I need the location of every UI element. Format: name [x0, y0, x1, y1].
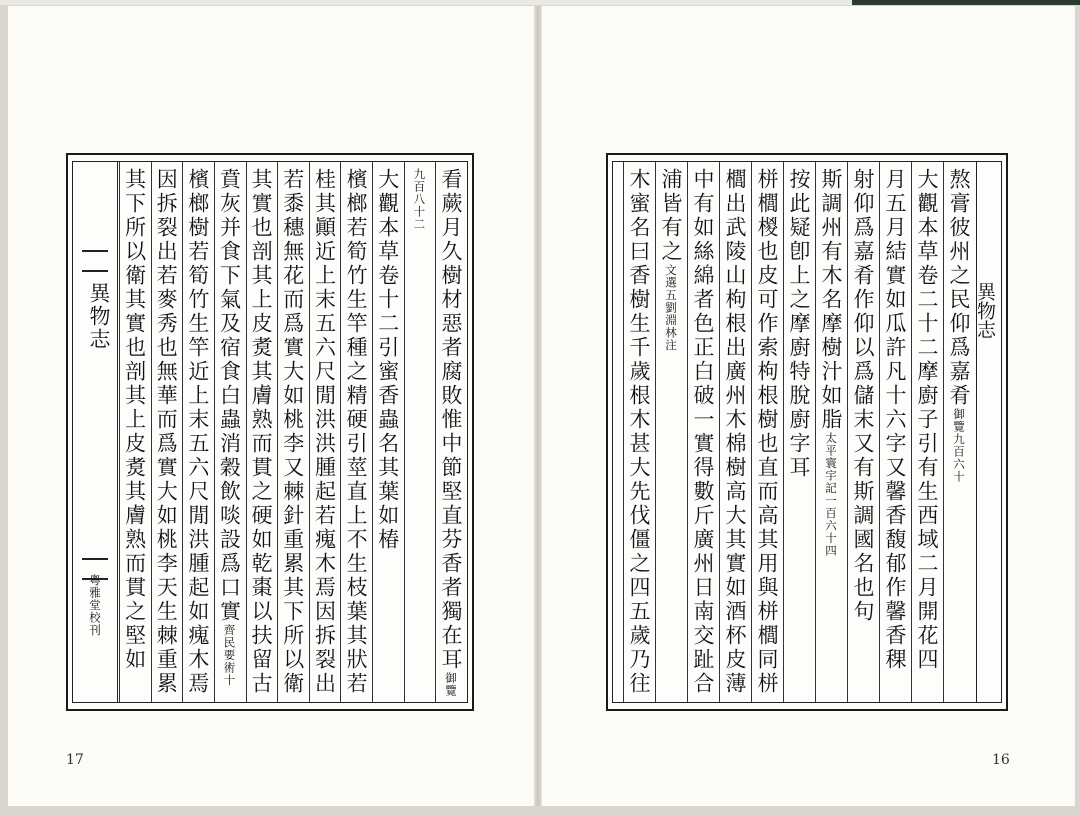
left-text-block	[66, 153, 474, 711]
column-text: 其實也剖其上皮煑其膚熟而貫之硬如乾棗以扶留古	[249, 168, 274, 696]
text-column	[340, 162, 372, 702]
left-columns	[119, 162, 467, 702]
right-text-block	[606, 153, 1008, 711]
column-text: 桂其顚近上末五六尺閒洪洪腫起若瘣木焉因拆裂出	[312, 168, 337, 696]
left-fold-margin	[73, 162, 118, 702]
right-columns	[613, 162, 975, 702]
right-fold-margin	[976, 162, 1001, 702]
text-column	[719, 162, 751, 702]
annotation-note: 太平寰宇記一百六十四	[824, 432, 838, 557]
column-text: 熬膏彼州之民仰爲嘉肴	[947, 168, 971, 408]
column-text: 中有如絲綿者色正白破一實得數斤廣州日南交趾合	[691, 168, 715, 696]
column-text: 斯調州有木名摩樹汁如脂	[819, 168, 843, 432]
column-text: 因拆裂出若麥秀也無華而爲實大如桃李天生棘重累	[154, 168, 179, 696]
annotation-note: 齊民要術十	[222, 624, 237, 687]
text-column	[404, 162, 436, 702]
text-column	[182, 162, 214, 702]
top-edge	[0, 0, 852, 5]
spine-publisher: 粵雅堂校刊	[88, 574, 102, 637]
fishtail-mark-top	[82, 250, 108, 272]
annotation-note: 九百八十二	[412, 168, 427, 231]
text-column	[151, 162, 183, 702]
column-text: 月五月結實如瓜許凡十六字又馨香馥郁作馨香稞	[883, 168, 907, 672]
annotation-note: 文選五劉淵林注	[664, 264, 678, 352]
column-text: 木蜜名曰香樹生千歲根木甚大先伐僵之四五歲乃往	[627, 168, 651, 696]
text-column	[214, 162, 246, 702]
text-column	[943, 162, 975, 702]
text-column	[623, 162, 655, 702]
annotation-note: 御覽九百六十	[952, 408, 966, 483]
column-text: 栟櫚椶也皮可作索枸根樹也直而高其用與栟櫚同栟	[755, 168, 779, 696]
spine-title: 異物志	[87, 282, 111, 351]
text-column	[309, 162, 341, 702]
book-gutter	[534, 6, 542, 806]
text-column	[655, 162, 687, 702]
text-column	[911, 162, 943, 702]
column-text: 浦皆有之	[659, 168, 683, 264]
column-text: 按此疑卽上之摩廚特脫廚字耳	[787, 168, 811, 480]
text-column	[751, 162, 783, 702]
right-inner-frame	[612, 161, 1002, 703]
left-inner-frame	[72, 161, 468, 703]
column-text: 看蕨月久樹材惡者腐敗惟中節堅直芬香者獨在耳	[439, 168, 463, 672]
text-column	[687, 162, 719, 702]
column-text: 檳榔若筍竹生竿種之精硬引莖直上不生枝葉其狀若	[344, 168, 369, 696]
text-column	[783, 162, 815, 702]
column-text: 賁灰并食下氣及宿食白蟲消穀飲啖設爲口實	[217, 168, 242, 624]
text-column	[847, 162, 879, 702]
column-text: 若黍穗無花而爲實大如桃李又棘針重累其下所以衛	[280, 168, 305, 696]
text-column	[372, 162, 404, 702]
column-text: 其下所以衛其實也剖其上皮煑其膚熟而貫之堅如	[122, 168, 147, 672]
column-text: 大觀本草卷二十二摩廚子引有生西域二月開花四	[915, 168, 939, 672]
text-column	[277, 162, 309, 702]
cover-edge	[852, 0, 1080, 5]
right-page-number: 16	[992, 752, 1010, 768]
left-page-number: 17	[66, 752, 84, 768]
text-column	[815, 162, 847, 702]
column-text: 射仰爲嘉肴作仰以爲儲末又有斯調國名也句	[851, 168, 875, 624]
text-column	[119, 162, 151, 702]
annotation-note: 御覽	[444, 672, 458, 697]
column-text: 檳榔樹若筍竹生竿近上末五六尺閒洪腫起如瘣木焉	[185, 168, 210, 696]
column-text: 大觀本草卷十二引蜜香蟲名其葉如椿	[375, 168, 400, 552]
text-column	[435, 162, 467, 702]
spine-title-partial: 異物志	[974, 282, 996, 339]
text-column	[246, 162, 278, 702]
column-text: 櫚出武陵山枸根出廣州木棉樹高大其實如酒杯皮薄	[723, 168, 747, 696]
text-column	[879, 162, 911, 702]
